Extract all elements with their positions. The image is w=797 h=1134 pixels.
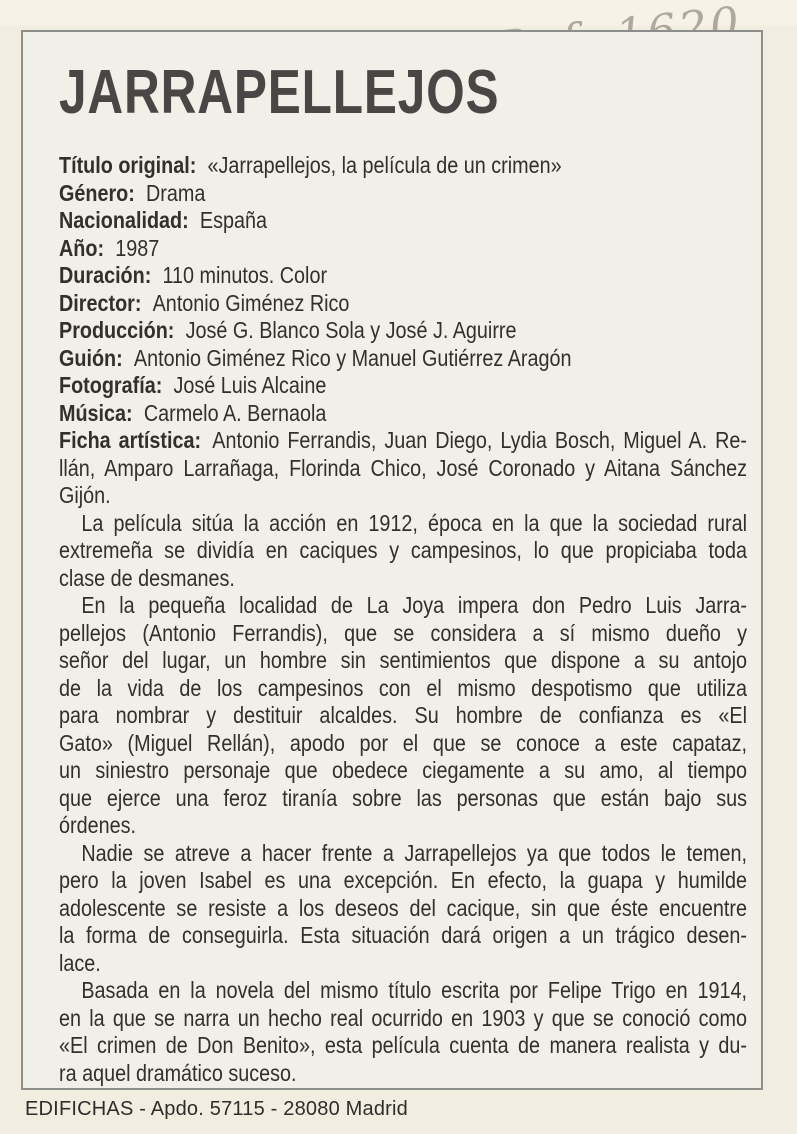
synopsis-line: que ejerce una feroz tiranía sobre las personas que están bajo sus <box>59 784 747 811</box>
metadata-row <box>59 427 747 510</box>
synopsis-line: Gato» (Miguel Rellán), apodo por el que se conoce a este capataz, <box>59 729 747 756</box>
metadata-row <box>59 152 747 180</box>
metadata-value: José Luis Alcaine <box>173 372 327 398</box>
synopsis-line: pero la joven Isabel es una excepción. En efecto, la guapa y humilde <box>59 867 747 893</box>
metadata-line <box>59 152 747 180</box>
synopsis-paragraph <box>59 592 747 840</box>
card-content <box>23 32 761 1087</box>
metadata-label: Ficha artística: <box>59 427 202 453</box>
synopsis-line: de la vida de los campesinos con el mismo despotismo que utiliza <box>59 674 747 701</box>
synopsis-line: La película sitúa la acción en 1912, época en la que la sociedad rural <box>81 509 748 536</box>
synopsis-line: la forma de conseguirla. Esta situación dará origen a un trágico desen- <box>59 922 747 948</box>
metadata-value: 1987 <box>115 234 160 261</box>
metadata-label: Fotografía: <box>59 372 163 398</box>
metadata-label: Género: <box>59 179 135 206</box>
metadata-label: Música: <box>59 399 133 426</box>
metadata-line: llán, Amparo Larrañaga, Florinda Chico, José Coronado y Aitana Sánchez <box>59 454 747 481</box>
publisher-imprint: EDIFICHAS - Apdo. 57115 - 28080 Madrid <box>25 1098 408 1120</box>
metadata-value: «Jarrapellejos, la película de un crimen» <box>207 152 562 178</box>
metadata-label: Producción: <box>59 317 175 343</box>
metadata-row <box>59 290 747 318</box>
metadata-list <box>59 152 747 510</box>
metadata-label: Director: <box>59 289 142 316</box>
metadata-value: España <box>199 207 267 233</box>
synopsis-line: Basada en la novela del mismo título escrita por Felipe Trigo en 1914, <box>81 977 748 1003</box>
synopsis-paragraph <box>59 510 747 593</box>
synopsis-paragraph <box>59 977 747 1087</box>
metadata-line <box>59 180 747 208</box>
metadata-row <box>59 372 747 400</box>
metadata-label: Guión: <box>59 344 123 371</box>
metadata-row <box>59 180 747 208</box>
synopsis-line: extremeña se dividía en caciques y campesinos, lo que propiciaba toda <box>59 537 747 563</box>
metadata-line <box>59 207 747 235</box>
metadata-line <box>59 235 747 263</box>
metadata-line: Gijón. <box>59 482 111 508</box>
metadata-row <box>59 262 747 290</box>
metadata-line <box>59 345 747 373</box>
synopsis-line: «El crimen de Don Benito», esta película cuenta de manera realista y du- <box>59 1032 747 1058</box>
synopsis-line: órdenes. <box>59 812 136 838</box>
metadata-value: Carmelo A. Bernaola <box>143 399 327 426</box>
metadata-value: 110 minutos. Color <box>162 262 328 288</box>
synopsis-line: un siniestro personaje que obedece ciegamente a su amo, al tiempo <box>59 757 747 783</box>
metadata-value: Antonio Giménez Rico <box>152 289 350 316</box>
film-title: JARRAPELLEJOS <box>59 58 500 127</box>
synopsis-paragraph <box>59 840 747 978</box>
metadata-line <box>59 427 747 455</box>
synopsis-line: clase de desmanes. <box>59 564 235 591</box>
metadata-row <box>59 235 747 263</box>
metadata-row <box>59 345 747 373</box>
synopsis-line: adolescente se resiste a los deseos del cacique, sin que éste encuentre <box>59 894 747 921</box>
metadata-line <box>59 372 747 400</box>
synopsis-line: pellejos (Antonio Ferrandis), que se considera a sí mismo dueño y <box>59 619 747 646</box>
metadata-value: Antonio Ferrandis, Juan Diego, Lydia Bosch, Miguel A. Re- <box>212 427 747 453</box>
metadata-row <box>59 400 747 428</box>
film-card <box>21 30 763 1090</box>
synopsis-line: ra aquel dramático suceso. <box>59 1059 297 1086</box>
metadata-line <box>59 262 747 290</box>
synopsis-line: señor del lugar, un hombre sin sentimientos que dispone a su antojo <box>59 647 747 673</box>
synopsis-line: En la pequeña localidad de La Joya impera don Pedro Luis Jarra- <box>81 592 748 618</box>
metadata-label: Duración: <box>59 262 152 288</box>
metadata-row <box>59 317 747 345</box>
metadata-line <box>59 400 747 428</box>
metadata-label: Nacionalidad: <box>59 207 189 233</box>
metadata-value: José G. Blanco Sola y José J. Aguirre <box>185 317 517 343</box>
metadata-value: Antonio Giménez Rico y Manuel Gutiérrez Aragón <box>133 344 572 371</box>
synopsis-line: Nadie se atreve a hacer frente a Jarrapellejos ya que todos le temen, <box>81 839 748 866</box>
card-body <box>59 152 747 1087</box>
metadata-line <box>59 317 747 345</box>
metadata-label: Título original: <box>59 152 197 178</box>
synopsis <box>59 510 747 1088</box>
metadata-line <box>59 290 747 318</box>
synopsis-line: lace. <box>59 949 101 976</box>
synopsis-line: para nombrar y destituir alcaldes. Su hombre de confianza es «El <box>59 702 747 728</box>
metadata-row <box>59 207 747 235</box>
synopsis-line: en la que se narra un hecho real ocurrido en 1903 y que se conoció como <box>59 1004 747 1031</box>
metadata-label: Año: <box>59 234 105 261</box>
metadata-value: Drama <box>146 179 206 206</box>
